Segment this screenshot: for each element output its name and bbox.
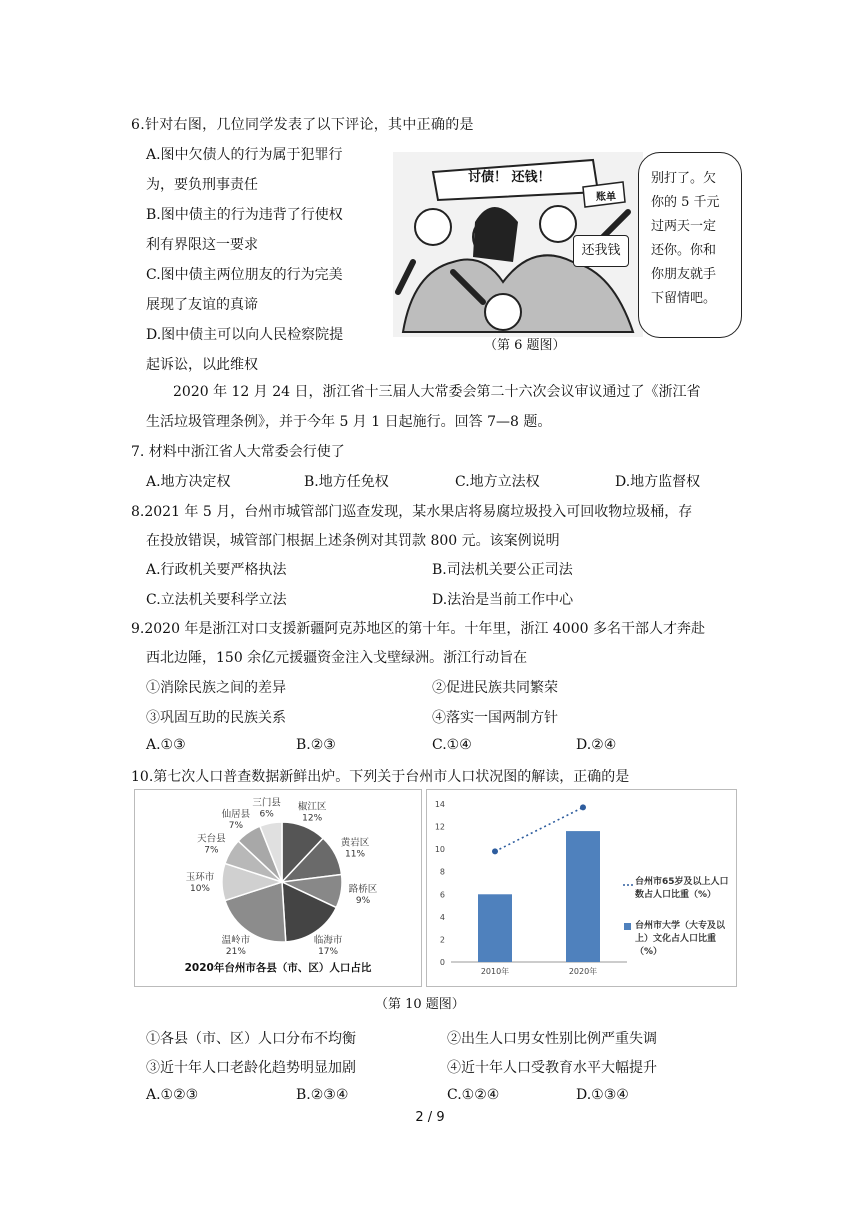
pie-label-name-2: 路桥区 bbox=[348, 883, 378, 895]
bubble-line: 过两天一定 bbox=[651, 219, 717, 234]
q8-option-c: C.立法机关要科学立法 bbox=[146, 592, 287, 608]
y-tick-3: 6 bbox=[439, 890, 445, 900]
q9-option-a: A.①③ bbox=[146, 737, 186, 753]
q6-cartoon bbox=[393, 152, 745, 340]
q9-statement-1: ①消除民族之间的差异 bbox=[146, 680, 286, 696]
pie-label-name-4: 温岭市 bbox=[221, 934, 251, 946]
q10-statement-3: ③近十年人口老龄化趋势明显加剧 bbox=[146, 1060, 356, 1076]
pie-label-value-0: 12% bbox=[302, 813, 323, 824]
pie-label-value-3: 17% bbox=[318, 946, 339, 957]
cartoon-speech-bubble-large bbox=[638, 152, 742, 338]
q9-statement-4: ④落实一国两制方针 bbox=[432, 710, 558, 726]
pie-label-value-2: 9% bbox=[355, 895, 371, 906]
y-tick-4: 8 bbox=[439, 867, 445, 877]
q7-option-d: D.地方监督权 bbox=[615, 474, 701, 490]
bubble-line: 下留情吧。 bbox=[651, 291, 717, 306]
q9-statement-3: ③巩固互助的民族关系 bbox=[146, 710, 286, 726]
q10-statement-1: ①各县（市、区）人口分布不均衡 bbox=[146, 1031, 356, 1047]
q10-option-c: C.①②④ bbox=[447, 1087, 500, 1103]
bar-1 bbox=[566, 831, 600, 962]
bubble-line: 你朋友就手 bbox=[651, 267, 717, 282]
x-tick-1: 2020年 bbox=[568, 967, 598, 976]
y-tick-0: 0 bbox=[439, 958, 445, 967]
q6-option-c-line2: 展现了友谊的真谛 bbox=[146, 297, 258, 313]
legend-bar-label: 台州市大学（大专及以上）文化占人口比重（%） bbox=[635, 921, 726, 957]
y-tick-6: 12 bbox=[434, 822, 445, 832]
pie-label-value-5: 10% bbox=[189, 884, 211, 894]
pie-label-value-6: 7% bbox=[204, 845, 219, 856]
x-tick-0: 2010年 bbox=[480, 967, 510, 976]
pie-label-value-1: 11% bbox=[345, 849, 366, 860]
y-tick-1: 2 bbox=[439, 935, 445, 945]
q8-option-b: B.司法机关要公正司法 bbox=[432, 562, 573, 578]
bar-0 bbox=[478, 894, 512, 962]
y-tick-2: 4 bbox=[439, 912, 445, 922]
material-line-1: 2020 年 12 月 24 日，浙江省十三届人大常委会第二十六次会议审议通过了《浙江省 bbox=[173, 384, 701, 400]
pie-chart-panel bbox=[134, 789, 422, 987]
pie-label-name-1: 黄岩区 bbox=[340, 837, 370, 849]
y-tick-7: 14 bbox=[434, 800, 445, 809]
cartoon-banner-text: 讨债！ 还钱！ bbox=[468, 170, 551, 185]
legend-line-label: 台州市65岁及以上人口数占人口比重（%） bbox=[635, 877, 729, 900]
pie-label-name-5: 玉环市 bbox=[185, 872, 215, 883]
cartoon-speech-bubble-small bbox=[573, 235, 629, 267]
q10-option-d: D.①③④ bbox=[576, 1087, 629, 1103]
y-tick-5: 10 bbox=[434, 845, 445, 855]
q10-statement-2: ②出生人口男女性别比例严重失调 bbox=[447, 1031, 657, 1047]
q6-figure-caption: （第 6 题图） bbox=[484, 338, 566, 353]
q6-option-d-line1: D.图中债主可以向人民检察院提 bbox=[146, 327, 344, 343]
q9-option-c: C.①④ bbox=[432, 737, 472, 753]
bubble-line: 你的 5 千元 bbox=[651, 195, 720, 210]
bar-line-chart-panel bbox=[426, 789, 737, 987]
q8-option-a: A.行政机关要严格执法 bbox=[146, 562, 287, 578]
q6-option-b-line1: B.图中债主的行为违背了行使权 bbox=[146, 207, 343, 223]
q9-option-b: B.②③ bbox=[296, 737, 336, 753]
bubble-line: 别打了。欠 bbox=[651, 171, 717, 186]
pie-label-name-3: 临海市 bbox=[313, 934, 343, 946]
pie-label-name-7: 仙居县 bbox=[221, 809, 251, 821]
q6-option-a-line2: 为，要负刑事责任 bbox=[146, 177, 258, 193]
pie-chart-title: 2020年台州市各县（市、区）人口占比 bbox=[184, 962, 372, 974]
q8-stem-line1: 8.2021 年 5 月，台州市城管部门巡查发现，某水果店将易腐垃圾投入可回收物垃圾桶，存 bbox=[131, 504, 693, 520]
pie-label-name-6: 天台县 bbox=[197, 833, 226, 845]
q7-stem: 7. 材料中浙江省人大常委会行使了 bbox=[131, 444, 345, 460]
q6-option-a-line1: A.图中欠债人的行为属于犯罪行 bbox=[146, 147, 343, 163]
q10-stem: 10.第七次人口普查数据新鲜出炉。下列关于台州市人口状况图的解读，正确的是 bbox=[131, 769, 630, 785]
q8-stem-line2: 在投放错误，城管部门根据上述条例对其罚款 800 元。该案例说明 bbox=[146, 533, 560, 549]
q10-option-b: B.②③④ bbox=[296, 1087, 349, 1103]
pie-chart bbox=[135, 790, 421, 986]
q9-stem-line1: 9.2020 年是浙江对口支援新疆阿克苏地区的第十年。十年里，浙江 4000 多名干部人才奔赴 bbox=[131, 621, 705, 637]
line-point-1 bbox=[580, 804, 586, 810]
pie-label-value-7: 7% bbox=[228, 821, 244, 832]
q9-option-d: D.②④ bbox=[576, 737, 617, 753]
q6-option-b-line2: 利有界限这一要求 bbox=[146, 237, 258, 253]
q7-option-c: C.地方立法权 bbox=[455, 474, 540, 490]
cartoon-sign-text: 账单 bbox=[596, 192, 616, 203]
bubble-small-text: 还我钱 bbox=[581, 243, 621, 258]
q10-statement-4: ④近十年人口受教育水平大幅提升 bbox=[447, 1060, 657, 1076]
q6-stem: 6.针对右图，几位同学发表了以下评论，其中正确的是 bbox=[131, 117, 474, 133]
material-line-2: 生活垃圾管理条例》，并于今年 5 月 1 日起施行。回答 7—8 题。 bbox=[146, 414, 552, 430]
q7-option-a: A.地方决定权 bbox=[146, 474, 231, 490]
q7-option-b: B.地方任免权 bbox=[304, 474, 389, 490]
pie-label-value-4: 21% bbox=[225, 946, 246, 957]
q6-option-d-line2: 起诉讼，以此维权 bbox=[146, 357, 258, 373]
q10-figure-caption: （第 10 题图） bbox=[375, 997, 465, 1012]
page-number: 2 / 9 bbox=[415, 1110, 445, 1125]
q8-option-d: D.法治是当前工作中心 bbox=[432, 592, 574, 608]
q6-option-c-line1: C.图中债主两位朋友的行为完美 bbox=[146, 267, 343, 283]
pie-label-name-0: 椒江区 bbox=[297, 801, 327, 813]
q10-option-a: A.①②③ bbox=[146, 1087, 199, 1103]
line-point-0 bbox=[492, 848, 498, 854]
q9-statement-2: ②促进民族共同繁荣 bbox=[432, 680, 558, 696]
q9-stem-line2: 西北边陲，150 余亿元援疆资金注入戈壁绿洲。浙江行动旨在 bbox=[146, 650, 528, 666]
pie-label-name-8: 三门县 bbox=[252, 797, 281, 809]
pie-label-value-8: 6% bbox=[259, 809, 274, 820]
legend-bar-key bbox=[624, 923, 631, 930]
bubble-line: 还你。你和 bbox=[651, 243, 717, 258]
